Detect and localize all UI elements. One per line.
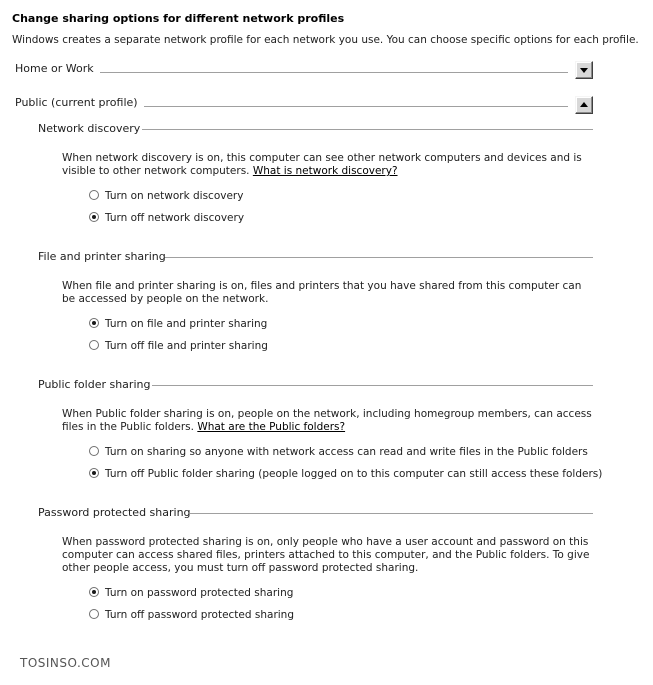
section-divider (164, 257, 593, 258)
section-heading-public-folder: Public folder sharing (38, 378, 151, 391)
divider (142, 106, 568, 107)
expand-home-work-button[interactable] (575, 61, 593, 79)
radio-turn-off-password[interactable]: Turn off password protected sharing (89, 608, 294, 622)
section-divider (142, 129, 593, 130)
chevron-up-icon (580, 102, 588, 107)
section-heading-file-printer: File and printer sharing (38, 250, 166, 263)
radio-button[interactable] (89, 212, 99, 222)
divider (100, 72, 568, 73)
radio-button[interactable] (89, 468, 99, 478)
collapse-public-button[interactable] (575, 96, 593, 114)
network-discovery-description: When network discovery is on, this computer can see other network computers and devices and is visible to other network computers. What is network discovery? (62, 152, 582, 177)
section-heading-network-discovery: Network discovery (38, 122, 141, 135)
section-divider (152, 385, 593, 386)
radio-turn-on-public-folder[interactable]: Turn on sharing so anyone with network access can read and write files in the Public folders (89, 445, 588, 459)
radio-button[interactable] (89, 190, 99, 200)
section-divider (190, 513, 593, 514)
radio-button[interactable] (89, 318, 99, 328)
radio-turn-off-network-discovery[interactable]: Turn off network discovery (89, 211, 244, 225)
profile-label-home-work: Home or Work (15, 62, 100, 75)
profile-label-public: Public (current profile) (15, 96, 144, 109)
file-printer-description: When file and printer sharing is on, files and printers that you have shared from this computer can be accessed by people on the network. (62, 280, 582, 305)
radio-turn-off-file-printer[interactable]: Turn off file and printer sharing (89, 339, 268, 353)
radio-turn-on-file-printer[interactable]: Turn on file and printer sharing (89, 317, 267, 331)
page-subtitle: Windows creates a separate network profile for each network you use. You can choose specific options for each profile. (12, 34, 639, 46)
what-are-public-folders-link[interactable]: What are the Public folders? (197, 421, 346, 433)
radio-button[interactable] (89, 446, 99, 456)
public-folder-description: When Public folder sharing is on, people on the network, including homegroup members, can access files in the Public folders. What are the Public folders? (62, 408, 592, 433)
radio-turn-on-password[interactable]: Turn on password protected sharing (89, 586, 293, 600)
radio-button[interactable] (89, 587, 99, 597)
chevron-down-icon (580, 68, 588, 73)
watermark: TOSINSO.COM (20, 656, 111, 670)
radio-turn-off-public-folder[interactable]: Turn off Public folder sharing (people logged on to this computer can still access these folders) (89, 467, 602, 481)
password-description: When password protected sharing is on, only people who have a user account and password on this computer can access shared files, printers attached to this computer, and the Public folders. To give other people access, you must turn off password protected sharing. (62, 536, 590, 574)
page-title: Change sharing options for different network profiles (12, 12, 345, 25)
radio-button[interactable] (89, 609, 99, 619)
what-is-network-discovery-link[interactable]: What is network discovery? (252, 165, 398, 177)
section-heading-password: Password protected sharing (38, 506, 191, 519)
radio-button[interactable] (89, 340, 99, 350)
radio-turn-on-network-discovery[interactable]: Turn on network discovery (89, 189, 243, 203)
